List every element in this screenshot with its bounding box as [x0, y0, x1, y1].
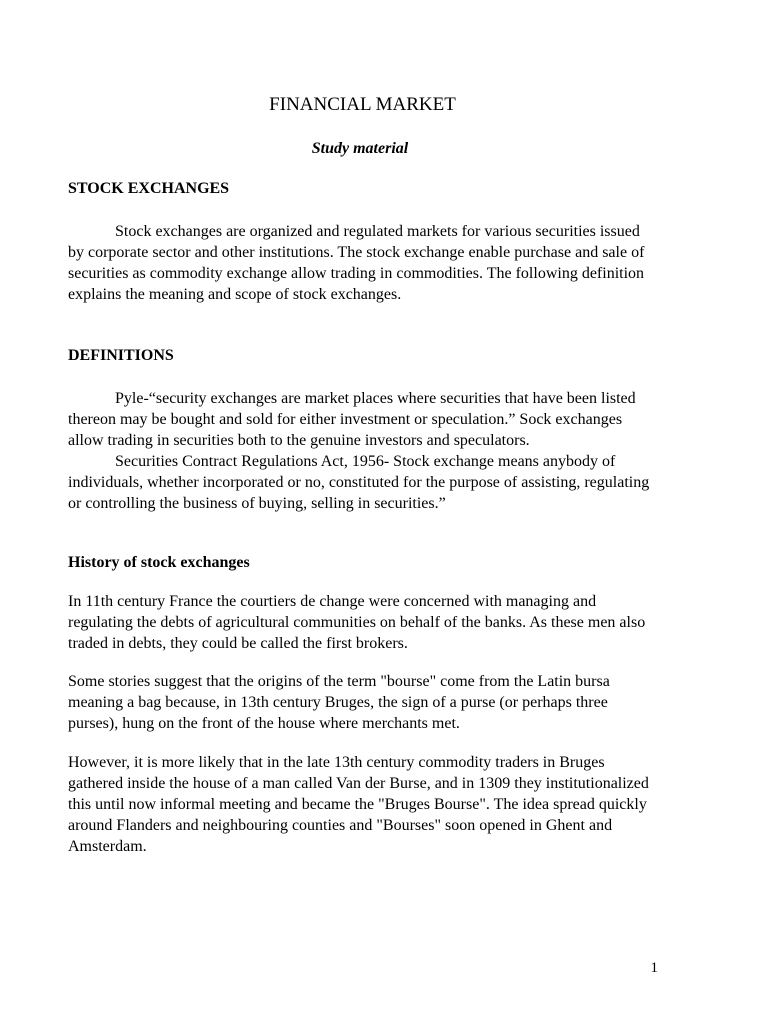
paragraph-history-1: In 11th century France the courtiers de change were concerned with managing and regulating the debts of agricultural communities on behalf of the banks. As these men also traded in debts, they could be called the first brokers.	[68, 593, 646, 652]
heading-history: History of stock exchanges	[68, 554, 250, 571]
document-subtitle: Study material	[311, 140, 409, 157]
heading-definitions: DEFINITIONS	[68, 347, 174, 364]
paragraph-stock-exchanges: Stock exchanges are organized and regulated markets for various securities issued by corporate sector and other institutions. The stock exchange enable purchase and sale of securities as commodity exchange allow trading in commodities. The following definition explains the meaning and scope of stock exchanges.	[68, 223, 645, 303]
paragraph-definition-pyle: Pyle-“security exchanges are market places where securities that have been listed thereon may be bought and sold for either investment or speculation.” Sock exchanges allow trading in securities both to the genuine investors and speculators.	[68, 390, 636, 449]
paragraph-history-2: Some stories suggest that the origins of the term "bourse" come from the Latin bursa meaning a bag because, in 13th century Bruges, the sign of a purse (or perhaps three purses), hung on the front of the house where merchants met.	[68, 673, 610, 732]
page-number: 1	[650, 960, 658, 976]
paragraph-history-3: However, it is more likely that in the late 13th century commodity traders in Bruges gathered inside the house of a man called Van der Burse, and in 1309 they institutionalized this until now informal meeting and became the "Bruges Bourse". The idea spread quickly around Flanders and neighbouring counties and "Bourses" soon opened in Ghent and Amsterdam.	[68, 754, 649, 855]
heading-stock-exchanges: STOCK EXCHANGES	[68, 180, 230, 197]
paragraph-definition-scra: Securities Contract Regulations Act, 1956- Stock exchange means anybody of individuals, whether incorporated or no, constituted for the purpose of assisting, regulating or controlling the business of buying, selling in securities.”	[68, 453, 650, 512]
document-title: FINANCIAL MARKET	[269, 94, 456, 115]
